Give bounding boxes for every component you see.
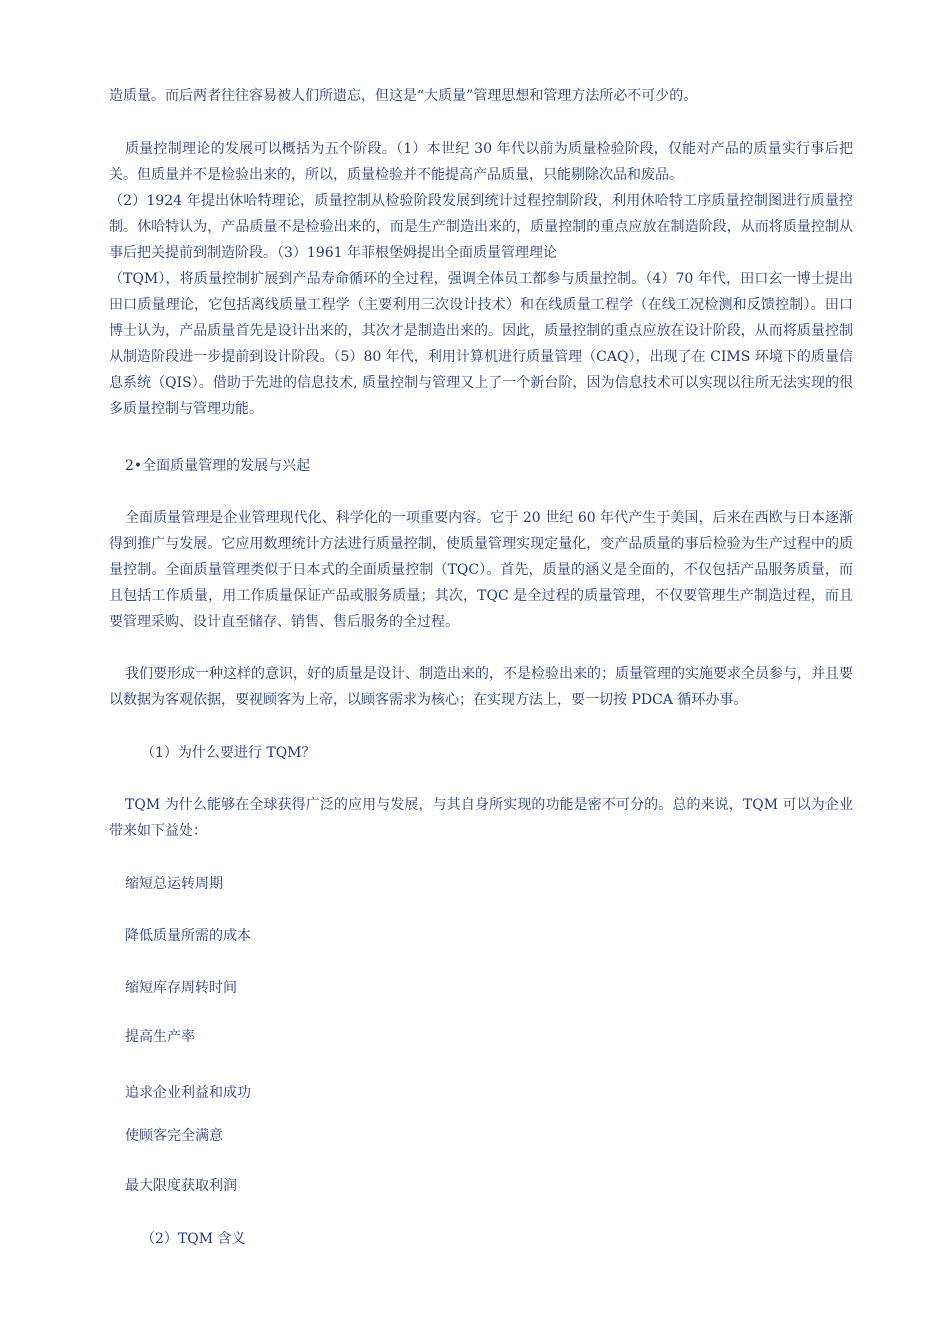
list-item: 降低质量所需的成本 xyxy=(125,928,251,944)
list-item: 最大限度获取利润 xyxy=(125,1178,237,1194)
section-heading: 2•全面质量管理的发展与兴起 xyxy=(125,458,311,474)
paragraph-tqm-intro: 全面质量管理是企业管理现代化、科学化的一项重要内容。它于 20 世纪 60 年代产生于美国，后来在西欧与日本逐渐得到推广与发展。它应用数理统计方法进行质量控制，使质量管理实现定量化，变产品质量的事后检验为生产过程中的质量控制。全面质量管理类似于日本式的全面质量控制（TQC）。首先，质量的涵义是全面的，不仅包括产品服务质量，而且包括工作质量，用工作质量保证产品或服务质量；其次，TQC 是全过程的质量管理，不仅要管理生产制造过程，而且要管理采购、设计直至储存、销售、售后服务的全过程。 xyxy=(109,510,853,630)
list-item: 追求企业利益和成功 xyxy=(125,1085,251,1101)
list-item: 缩短总运转周期 xyxy=(125,876,223,892)
paragraph-quality-stages: 质量控制理论的发展可以概括为五个阶段。（1）本世纪 30 年代以前为质量检验阶段，仅能对产品的质量实行事后把关。但质量并不是检验出来的，所以，质量检验并不能提高产品质量，只能剔除次品和废品。 xyxy=(109,141,853,183)
paragraph-why-tqm: TQM 为什么能够在全球获得广泛的应用与发展，与其自身所实现的功能是密不可分的。总的来说，TQM 可以为企业带来如下益处： xyxy=(109,797,853,839)
subheading-tqm-meaning: （2）TQM 含义 xyxy=(141,1231,246,1247)
paragraph-stage-2: （2）1924 年提出休哈特理论，质量控制从检验阶段发展到统计过程控制阶段，利用休哈特工序质量控制图进行质量控制。休哈特认为，产品质量不是检验出来的，而是生产制造出来的，质量控制的重点应放在制造阶段，从而将质量控制从事后把关提前到制造阶段。（3）1961 年菲根堡姆提出全面质量管理理论 xyxy=(109,193,853,261)
list-item: 使顾客完全满意 xyxy=(125,1128,223,1144)
list-item: 缩短库存周转时间 xyxy=(125,980,237,996)
paragraph-intro-tail: 造质量。而后两者往往容易被人们所遗忘，但这是“大质量”管理思想和管理方法所必不可少的。 xyxy=(109,88,698,104)
paragraph-stage-3: （TQM），将质量控制扩展到产品寿命循环的全过程，强调全体员工都参与质量控制。（4）70 年代，田口玄一博士提出田口质量理论，它包括离线质量工程学（主要利用三次设计技术）和在线质量工程学（在线工况检测和反馈控制）。田口博士认为，产品质量首先是设计出来的，其次才是制造出来的。因此，质量控制的重点应放在设计阶段，从而将质量控制从制造阶段进一步提前到设计阶段。（5）80 年代，利用计算机进行质量管理（CAQ），出现了在 CIMS 环境下的质量信息系统（QIS）。借助于先进的信息技术, 质量控制与管理又上了一个新台阶，因为信息技术可以实现以往所无法实现的很多质量控制与管理功能。 xyxy=(109,271,853,417)
list-item: 提高生产率 xyxy=(125,1029,195,1045)
subheading-why-tqm: （1）为什么要进行 TQM？ xyxy=(141,745,316,761)
paragraph-awareness: 我们要形成一种这样的意识，好的质量是设计、制造出来的，不是检验出来的；质量管理的实施要求全员参与，并且要以数据为客观依据，要视顾客为上帝，以顾客需求为核心；在实现方法上，要一切按 PDCA 循环办事。 xyxy=(109,666,853,708)
